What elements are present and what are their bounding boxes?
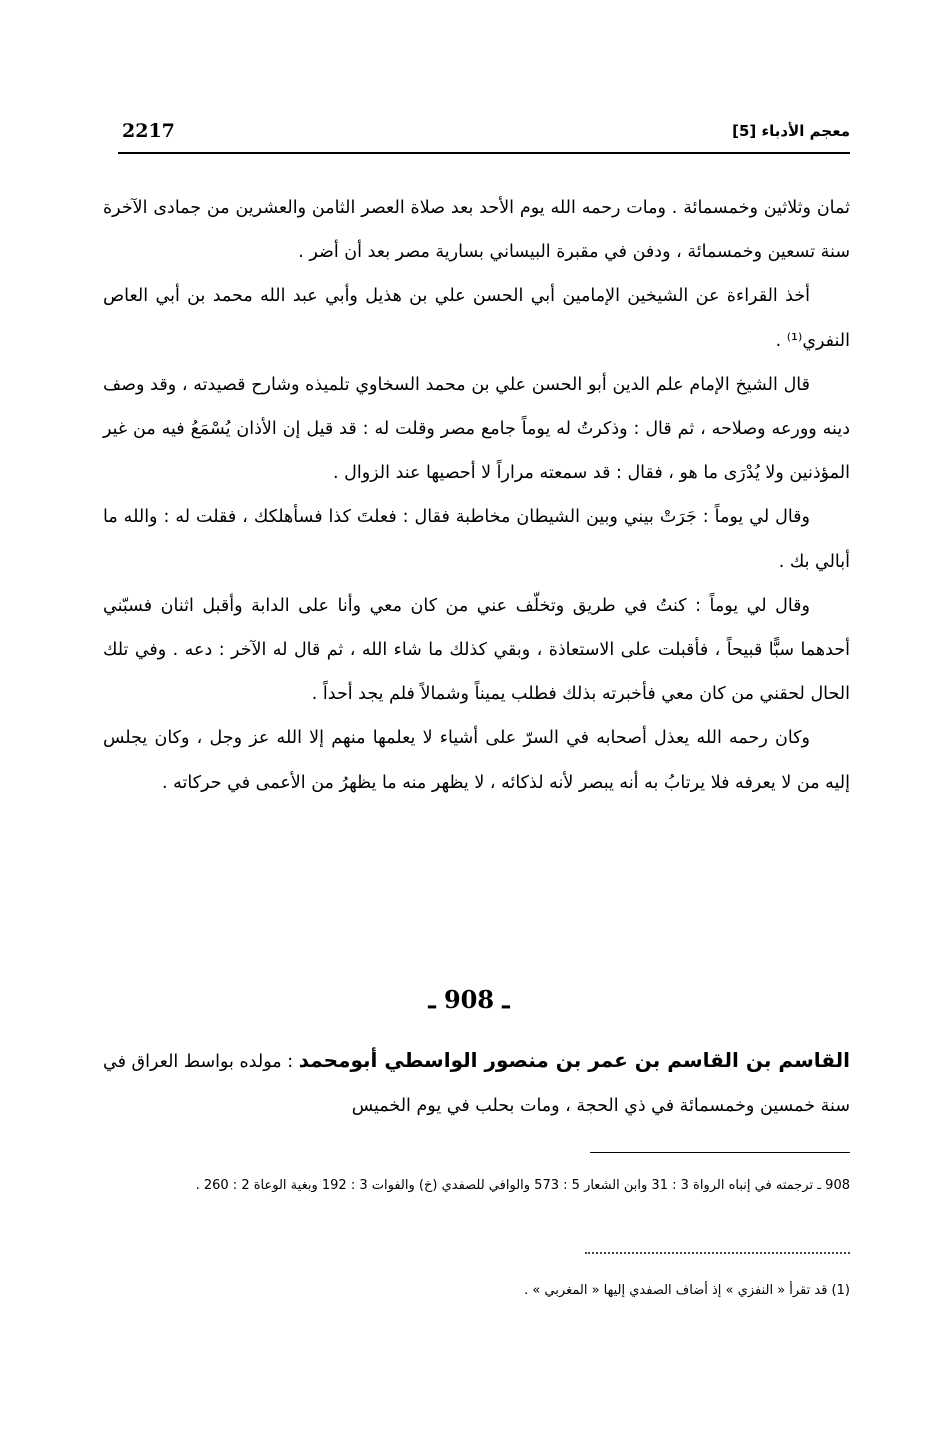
paragraph-3: قال الشيخ الإمام علم الدين أبو الحسن علي بن محمد السخاوي تلميذه وشارح قصيدته ، وقد وصف دينه وورعه وصلاحه ، ثم قال : وذكرتُ له يوماً جامع مصر وقلت له : قد قيل إن الأذان يُسْمَعُ فيه من غير المؤذنين ولا يُدْرَى ما هو ، فقال : قد سمعته مراراً لا أحصيها عند الزوال . [103,374,850,484]
paragraph-4: وقال لي يوماً : جَرَتْ بيني وبين الشيطان مخاطبة فقال : فعلتَ كذا فسأهلكك ، فقلت له : والله ما أبالي بك . [103,507,850,572]
footnote-divider [590,1152,850,1153]
footnote-dotted-divider [585,1252,850,1254]
book-title: معجم الأدباء [5] [732,122,850,140]
entry-name: القاسم بن القاسم بن عمر بن منصور الواسطي أبومحمد [298,1048,851,1072]
paragraph-6: وكان رحمه الله يعذل أصحابه في السرّ على أشياء لا يعلمها منهم إلا الله عز وجل ، وكان يجلس إليه من لا يعرفه فلا يرتابُ به أنه يبصر لأنه لذكائه ، لا يظهر منه ما يظهرُ من الأعمى في حركاته . [103,728,850,793]
paragraph-5: وقال لي يوماً : كنتُ في طريق وتخلّف عني من كان معي وأنا على الدابة وأقبل اثنان فسبّني أحدهما سبًّا قبيحاً ، فأقبلت على الاستعاذة ، وبقي كذلك ما شاء الله ، ثم قال له الآخر : دعه . وفي تلك الحال لحقني من كان معي فأخبرته بذلك فطلب يميناً وشمالاً فلم يجد أحداً . [103,595,850,705]
biography-footnote: 908 ـ ترجمته في إنباه الرواة 3 : 31 وابن الشعار 5 : 573 والوافي للصفدي (خ) والفوات 3 : 192 وبغية الوعاة 2 : 260 . [195,1178,850,1193]
entry-paragraph [103,1038,850,1128]
main-text [103,186,850,805]
entry-number: ـ 908 ـ [428,985,510,1014]
running-header [118,118,850,154]
paragraph-1: ثمان وثلاثين وخمسمائة . ومات رحمه الله يوم الأحد بعد صلاة العصر الثامن والعشرين من جمادى الآخرة سنة تسعين وخمسمائة ، ودفن في مقبرة البيساني بسارية مصر بعد أن أضر . [103,198,850,263]
footnote-1: (1) قد تقرأ « النفزي » إذ أضاف الصفدي إليها « المغربي » . [524,1283,850,1298]
paragraph-2: أخذ القراءة عن الشيخين الإمامين أبي الحسن علي بن هذيل وأبي عبد الله محمد بن أبي العاص النفري⁽¹⁾ . [103,286,850,351]
entry-text: : مولده بواسط العراق في سنة خمسين وخمسمائة في ذي الحجة ، ومات بحلب في يوم الخميس [103,1052,850,1116]
page-number: 2217 [122,120,175,142]
